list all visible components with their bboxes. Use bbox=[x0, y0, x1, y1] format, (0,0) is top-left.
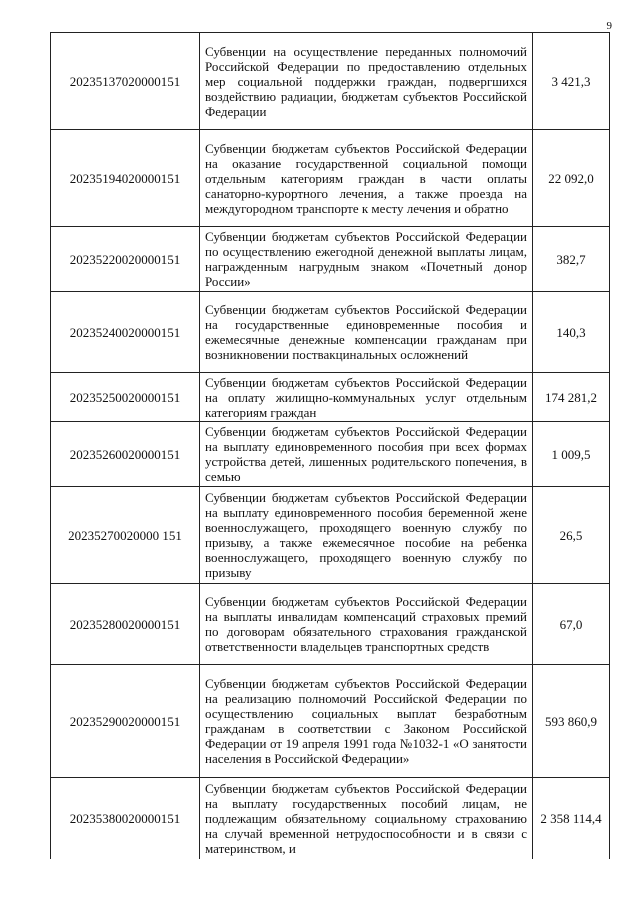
description: Субвенции бюджетам субъектов Российской Федерации на оплату жилищно-коммунальных услуг отдельным категориям граждан bbox=[200, 373, 533, 422]
description: Субвенции бюджетам субъектов Российской Федерации на выплаты инвалидам компенсаций страховых премий по договорам обязательного страхования гражданской ответственности владельцев транспортных средств bbox=[200, 584, 533, 665]
table-row bbox=[51, 665, 610, 778]
budget-code: 20235137020000151 bbox=[51, 33, 200, 130]
description: Субвенции бюджетам субъектов Российской Федерации по осуществлению ежегодной денежной выплаты лицам, награжденным нагрудным знаком «Почетный донор России» bbox=[200, 227, 533, 292]
description: Субвенции бюджетам субъектов Российской Федерации на выплату государственных пособий лицам, не подлежащим обязательному социальному страхованию на случай временной нетрудоспособности и в связи с материнством, и bbox=[200, 778, 533, 859]
table-row bbox=[51, 373, 610, 422]
amount: 174 281,2 bbox=[533, 373, 610, 422]
budget-code: 20235260020000151 bbox=[51, 422, 200, 487]
description: Субвенции бюджетам субъектов Российской Федерации на реализацию полномочий Российской Федерации по осуществлению социальных выплат безработным гражданам в соответствии с Законом Российской Федерации от 19 апреля 1991 года №1032-1 «О занятости населения в Российской Федерации» bbox=[200, 665, 533, 778]
table-row bbox=[51, 130, 610, 227]
budget-code: 20235250020000151 bbox=[51, 373, 200, 422]
budget-code: 20235380020000151 bbox=[51, 778, 200, 859]
budget-code: 20235240020000151 bbox=[51, 292, 200, 373]
amount: 382,7 bbox=[533, 227, 610, 292]
amount: 2 358 114,4 bbox=[533, 778, 610, 859]
amount: 1 009,5 bbox=[533, 422, 610, 487]
amount: 593 860,9 bbox=[533, 665, 610, 778]
amount: 67,0 bbox=[533, 584, 610, 665]
table-row bbox=[51, 778, 610, 859]
budget-code: 20235220020000151 bbox=[51, 227, 200, 292]
amount: 140,3 bbox=[533, 292, 610, 373]
table-row bbox=[51, 422, 610, 487]
description: Субвенции бюджетам субъектов Российской Федерации на выплату единовременного пособия беременной жене военнослужащего, проходящего военную службу по призыву, а также ежемесячное пособие на ребенка военнослужащего, проходящего военную службу по призыву bbox=[200, 487, 533, 584]
table-row bbox=[51, 33, 610, 130]
budget-code: 20235270020000 151 bbox=[51, 487, 200, 584]
table-row bbox=[51, 292, 610, 373]
amount: 3 421,3 bbox=[533, 33, 610, 130]
table-row bbox=[51, 584, 610, 665]
budget-code: 20235194020000151 bbox=[51, 130, 200, 227]
table-row bbox=[51, 227, 610, 292]
description: Субвенции бюджетам субъектов Российской Федерации на государственные единовременные пособия и ежемесячные денежные компенсации гражданам при возникновении поствакцинальных осложнений bbox=[200, 292, 533, 373]
table-row bbox=[51, 487, 610, 584]
page-number: 9 bbox=[606, 20, 612, 32]
budget-code: 20235290020000151 bbox=[51, 665, 200, 778]
amount: 26,5 bbox=[533, 487, 610, 584]
amount: 22 092,0 bbox=[533, 130, 610, 227]
budget-code: 20235280020000151 bbox=[51, 584, 200, 665]
description: Субвенции на осуществление переданных полномочий Российской Федерации по предоставлению отдельных мер социальной поддержки граждан, подвергшихся воздействию радиации, бюджетам субъектов Российской Федерации bbox=[200, 33, 533, 130]
description: Субвенции бюджетам субъектов Российской Федерации на выплату единовременного пособия при всех формах устройства детей, лишенных родительского попечения, в семью bbox=[200, 422, 533, 487]
budget-table bbox=[50, 32, 610, 859]
description: Субвенции бюджетам субъектов Российской Федерации на оказание государственной социальной помощи отдельным категориям граждан в части оплаты санаторно-курортного лечения, а также проезда на междугородном транспорте к месту лечения и обратно bbox=[200, 130, 533, 227]
